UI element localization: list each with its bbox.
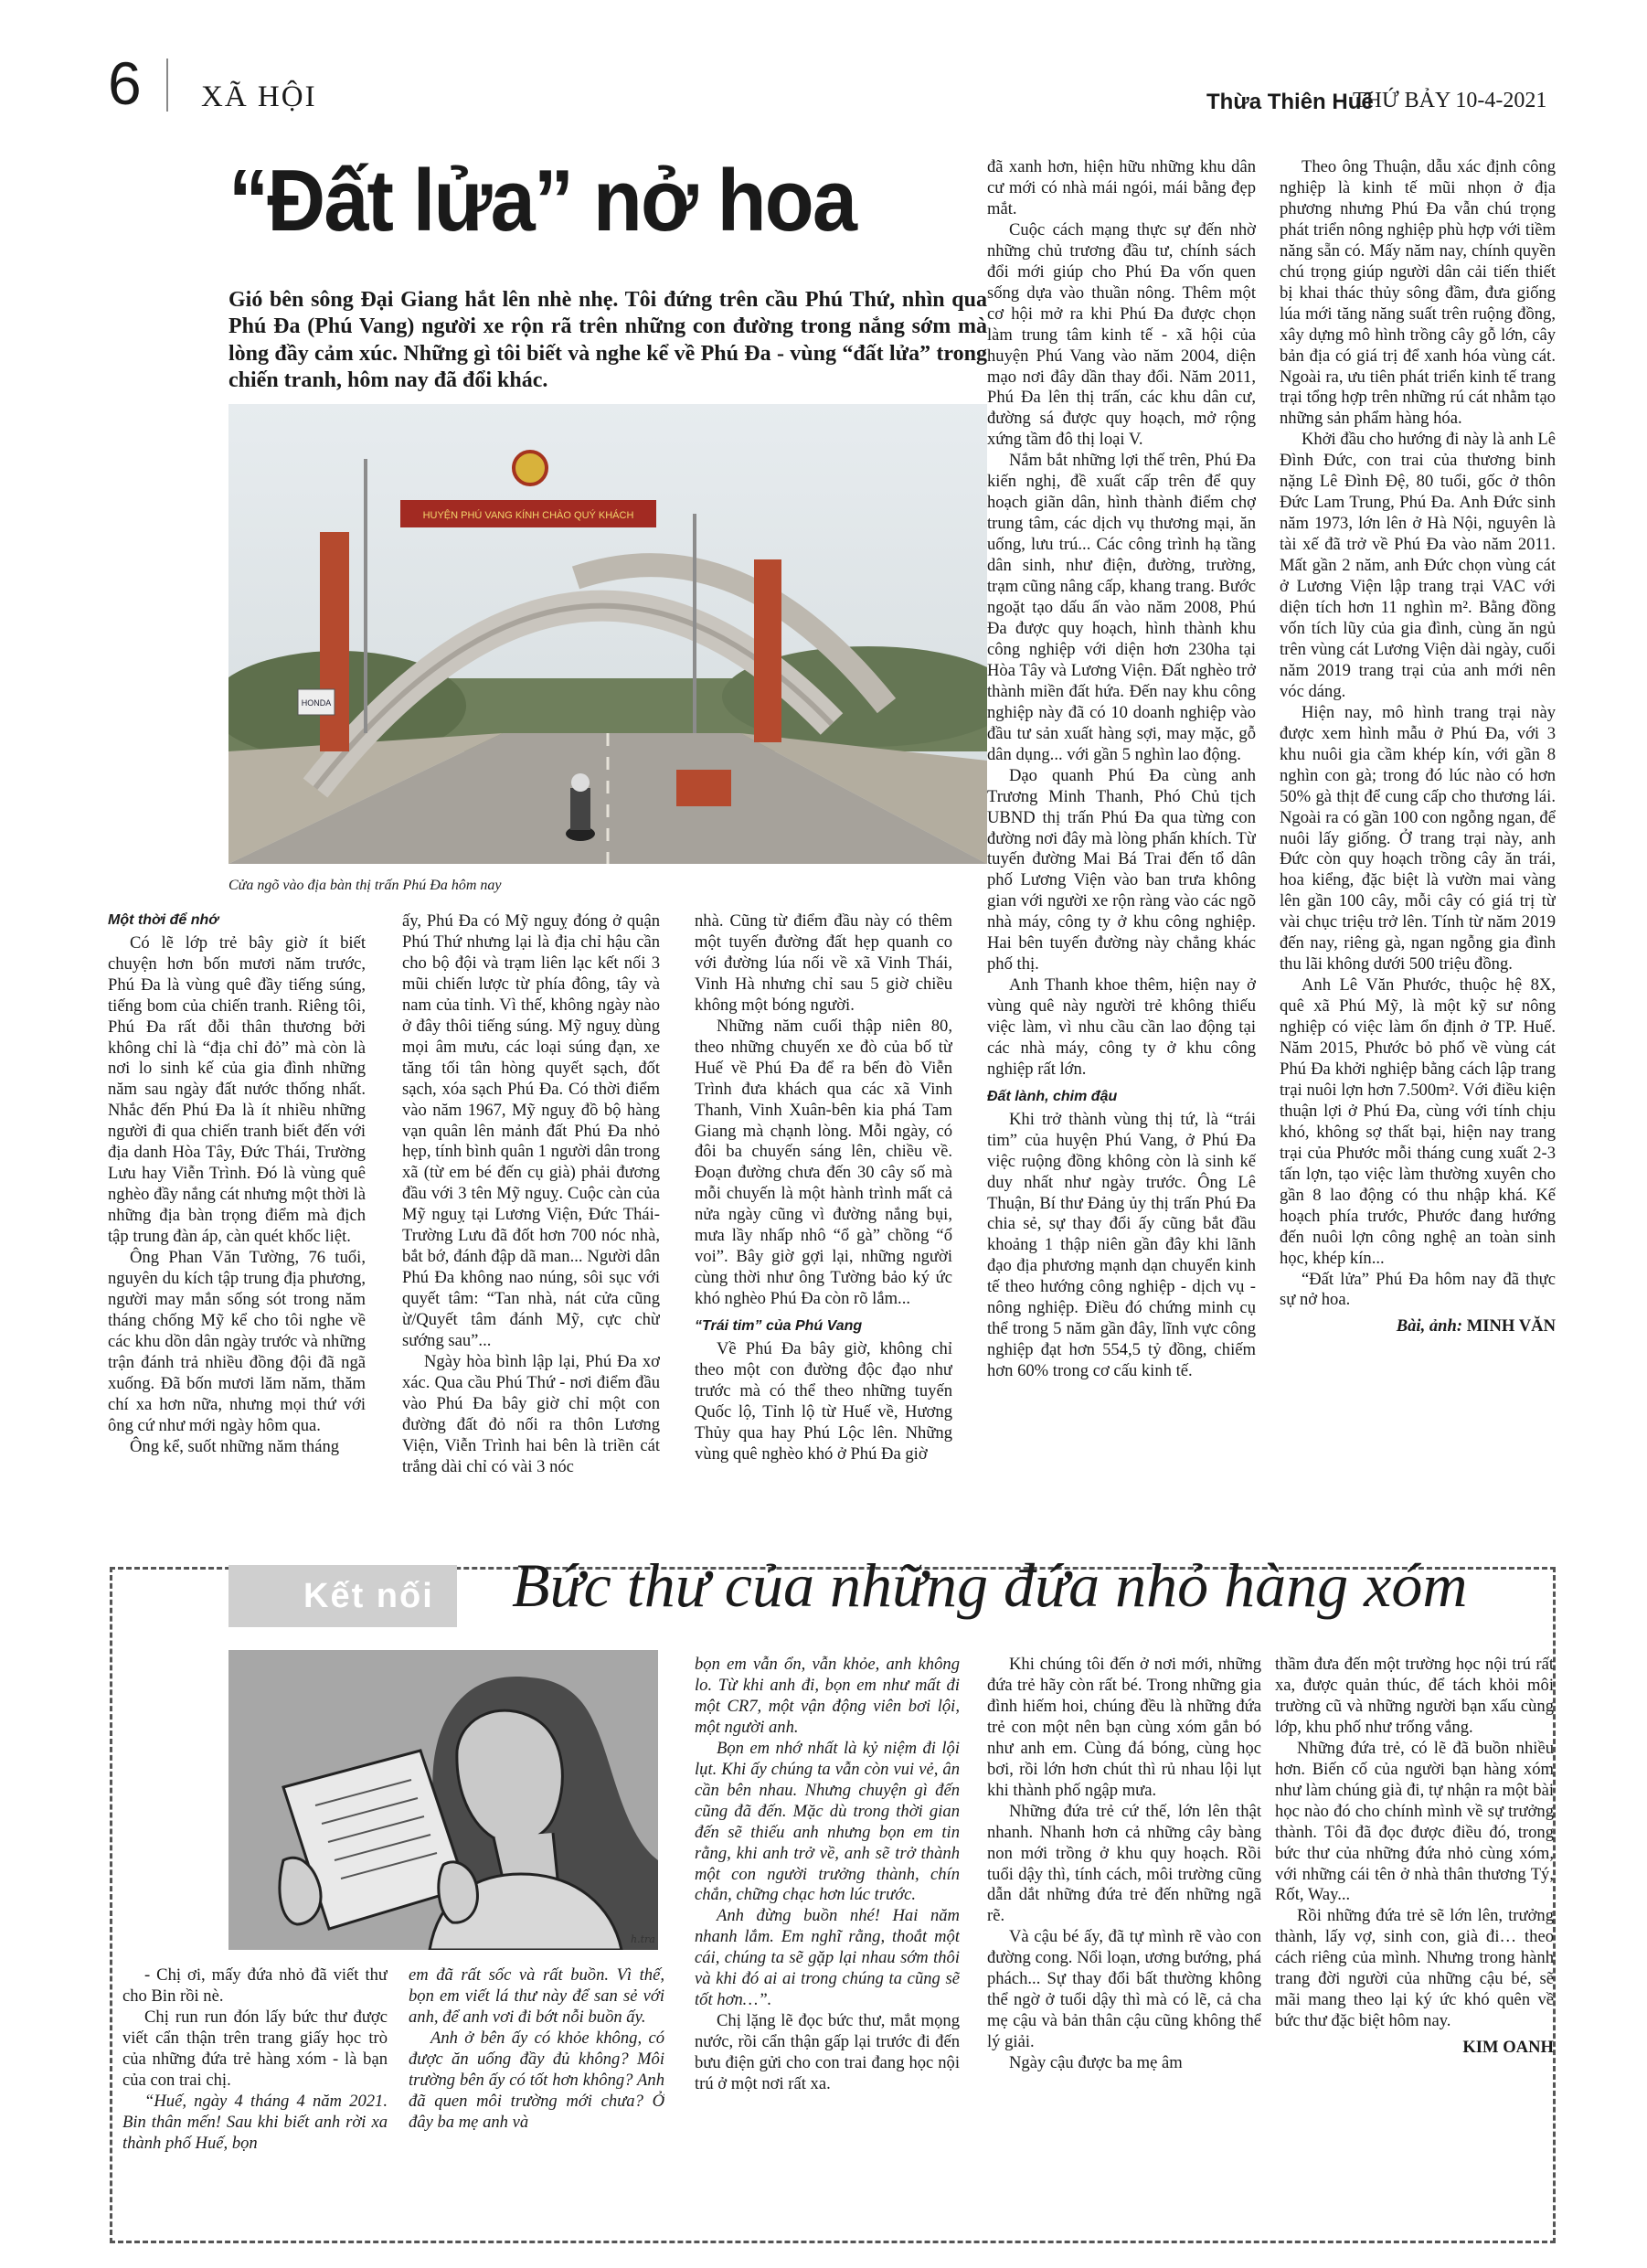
subheading: Đất lành, chim đậu bbox=[987, 1088, 1118, 1104]
paragraph: Về Phú Đa bây giờ, không chỉ theo một con đường độc đạo như trước mà có thể theo những tuyến Quốc lộ, Tỉnh lộ từ Huế về, Hương Thủy qua hay Phú Lộc lên. Những vùng quê nghèo khó ở Phú Đa giờ bbox=[695, 1338, 952, 1464]
paragraph: thầm đưa đến một trường học nội trú rất xa, được quản thúc, để tách khỏi môi trường cũ và những người bạn xấu cùng lớp, khu phố như trống vắng. bbox=[1275, 1655, 1554, 1737]
connect-column-1 bbox=[122, 1965, 388, 2231]
paragraph: Ngày hòa bình lập lại, Phú Đa xơ xác. Qua cầu Phú Thứ - nơi điểm đầu vào Phú Đa bây giờ chỉ một con đường đất đỏ nối ra thôn Lương Viện, Viễn Trình hai bên là triền cát trắng dài chỉ có vài 3 nóc bbox=[402, 1352, 660, 1476]
connect-column-2 bbox=[409, 1965, 664, 2231]
header-divider bbox=[166, 59, 168, 112]
paragraph: Khởi đầu cho hướng đi này là anh Lê Đình Đức, con trai của thương binh nặng Lê Đình Đệ, 80 tuổi, gốc ở thôn Đức Lam Trung, Phú Đa. Anh Đức sinh năm 1973, lớn lên ở Hà Nội, nguyên là tài xế đã trở về Phú Đa vào năm 2011. Mất gần 2 năm, anh Đức chọn vùng cát ở Lương Viện lập trang trại VAC với diện tích hơn 11 nghìn m². Bằng đồng vốn tích lũy của gia đình, cùng ăn ngủ trên vùng cát Lương Viện dài ngày, cuối năm 2019 trang trại của anh mới nên vóc dáng. bbox=[1280, 430, 1556, 701]
paragraph: ấy, Phú Đa có Mỹ nguỵ đóng ở quận Phú Thứ nhưng lại là địa chỉ hậu cần cho bộ đội và trạm liên lạc kết nối 3 mũi chiến lược từ phía đông, tây và nam của tỉnh. Vì thế, không ngày nào ở đây thôi tiếng súng. Mỹ nguỵ dùng mọi âm mưu, các loại súng đạn, xe tăng tối tân hòng quyết sạch, đốt sạch, xóa sạch Phú Đa. Có thời điểm vào năm 1967, Mỹ nguỵ đồ bộ hàng vạn quân lên mảnh đất Phú Đa nhỏ hẹp, tính bình quân 1 người dân trong xã (từ em bé đến cụ già) phải đương đầu với 3 tên Mỹ nguỵ. Cuộc càn của Mỹ nguỵ tại Lương Viện, Đức Thái-Trường Lưu đã đốt hơn 700 nóc nhà, bắt bớ, đánh đập dã man... Người dân Phú Đa không nao núng, sôi sục với quyết tâm: “Tan nhà, nát cửa cũng ừ/Quyết tâm đánh Mỹ, cực chừ sướng sau”... bbox=[402, 911, 660, 1351]
paragraph: nhà. Cũng từ điểm đầu này có thêm một tuyến đường đất hẹp quanh co với đường lúa nối về xã Vinh Thái, Vinh Hà nhưng chỉ sau 5 giờ chiều không một bóng người. bbox=[695, 911, 952, 1015]
connect-byline: KIM OANH bbox=[1462, 2038, 1554, 2058]
paragraph: Và cậu bé ấy, đã tự mình rẽ vào con đường cong. Nổi loạn, ương bướng, phá phách... Sự thay đổi bất thường không thể ngờ ở tuổi dậy thì mà có lẽ, cả cha mẹ cậu và bản thân cậu cũng không thể lý giải. bbox=[987, 1927, 1261, 2052]
connect-column-4 bbox=[987, 1655, 1261, 2240]
illustration-signature: h.tra bbox=[631, 1933, 655, 1945]
connect-column-3 bbox=[695, 1655, 960, 2240]
letter-paragraph: Bọn em nhớ nhất là kỷ niệm đi lội lụt. Khi ấy chúng ta vẫn còn vui vẻ, ân cần bên nhau. Nhưng chuyện gì đến cũng đã đến. Mặc dù trong thời gian đến sẽ thiếu anh nhưng bọn em tin rằng, khi anh trở về, anh sẽ trở thành một con người trưởng thành, chín chắn, chững chạc hơn lúc trước. bbox=[695, 1738, 960, 1905]
paragraph: Ngày cậu được ba mẹ âm bbox=[1009, 2053, 1183, 2073]
paragraph: Những đứa trẻ, có lẽ đã buồn nhiều hơn. Biến cố của người bạn hàng xóm như làm chúng già đi, tự nhận ra một bài học nào đó cho chính mình về sự trưởng thành. Tôi đã đọc được điều đó, trong bức thư của những đứa nhỏ cùng xóm, với những cái tên ở nhà thân thương Tý, Rốt, Way... bbox=[1275, 1738, 1554, 1905]
byline bbox=[1280, 1316, 1556, 1337]
paragraph: Nắm bắt những lợi thế trên, Phú Đa kiến nghị, đề xuất cấp trên để quy hoạch giãn dân, hình thành điểm chợ trung tâm, các dịch vụ thương mại, ăn uống, lưu trú... Các công trình hạ tầng dân sinh, như điện, đường, trường, trạm cũng nâng cấp, khang trang. Bước ngoặt tạo dấu ấn vào năm 2008, Phú Đa được quy hoạch, hình thành khu công nghiệp với diện hơn 230ha tại Hòa Tây và Lương Viện. Đất nghèo trở thành miền đất hứa. Đến nay khu công nghiệp này đã có 10 doanh nghiệp vào đầu tư sản xuất hàng sợi, may mặc, gỗ dân dụng... với gần 5 nghìn lao động. bbox=[987, 451, 1256, 764]
article-column-2 bbox=[402, 911, 660, 1542]
girl-reading-letter-drawing bbox=[228, 1650, 658, 1950]
lead-paragraph: Gió bên sông Đại Giang hắt lên nhè nhẹ. Tôi đứng trên cầu Phú Thứ, nhìn qua Phú Đa (Phú Vang) người xe rộn rã trên những con đường trong nắng sớm mà lòng đầy cảm xúc. Những gì tôi biết và nghe kể về Phú Đa - vùng “đất lửa” trong chiến tranh, hôm nay đã đổi khác. bbox=[228, 288, 987, 392]
paragraph: Khi trở thành vùng thị tứ, là “trái tim” của huyện Phú Vang, ở Phú Đa việc ruộng đồng không còn là sinh kế duy nhất như ngày trước. Ông Lê Thuận, Bí thư Đảng ủy thị trấn Phú Đa chia sẻ, sự thay đổi ấy cũng bắt đầu khoảng 1 thập niên gần đây khi lãnh đạo địa phương mạnh dạn chuyển kinh tế theo hướng công nghiệp - dịch vụ - nông nghiệp. Điều đó chứng minh cụ thể trong 5 năm gần đây, lĩnh vực công nghiệp đạt hơn 554,5 tỷ đồng, chiếm hơn 60% trong cơ cấu kinh tế. bbox=[987, 1109, 1256, 1381]
photo-caption: Cửa ngõ vào địa bàn thị trấn Phú Đa hôm nay bbox=[228, 878, 502, 893]
paragraph: Ông Phan Văn Tường, 76 tuổi, nguyên du kích tập trung địa phương, người may mắn sống sót trong năm tháng chống Mỹ kể cho tôi nghe về các khu dồn dân ngày trước và những trận đánh trả nhiều đồng đội đã ngã xuống. Đã bốn mươi lăm năm, thăm chí xa hơn nữa, nhưng mọi thứ với ông cứ như mới ngày hôm qua. bbox=[108, 1248, 366, 1435]
paragraph: Có lẽ lớp trẻ bây giờ ít biết chuyện hơn bốn mươi năm trước, Phú Đa là vùng quê đầy tiếng súng, tiếng bom của chiến tranh. Riêng tôi, Phú Đa rất đỗi thân thương bởi không chỉ là “địa chỉ đỏ” mà còn là nơi lo sinh kế của gia đình những năm sau ngày đất nước thống nhất. Nhắc đến Phú Đa là ít nhiều những người đi qua chiến tranh biết đến với địa danh Hòa Tây, Đức Thái, Trường Lưu hay Viễn Trình. Đó là vùng quê nghèo đầy nắng cát nhưng một thời là những địa bàn trọng điểm mà địch tập trung đàn áp, càn quét khốc liệt. bbox=[108, 932, 366, 1247]
paragraph: Chị lặng lẽ đọc bức thư, mắt mọng nước, rồi cẩn thận gấp lại trước đi đến bưu điện gửi cho con trai đang học nội trú ở một nơi rất xa. bbox=[695, 2011, 960, 2094]
page-number: 6 bbox=[108, 49, 142, 117]
paragraph: Khi chúng tôi đến ở nơi mới, những đứa trẻ hãy còn rất bé. Trong những gia đình hiếm hoi, chúng đều là những đứa trẻ con một nên bạn cùng xóm gắn bó như anh em. Cùng đá bóng, cùng học bơi, rồi lớn hơn chút thì rủ nhau lội lụt khi thành phố ngập mưa. bbox=[987, 1655, 1261, 1800]
paragraph: Những đứa trẻ cứ thế, lớn lên thật nhanh. Nhanh hơn cả những cây bàng non mới trồng ở khu quy hoạch. Rồi tuổi dậy thì, tính cách, môi trường cũng dẫn dắt những đứa trẻ đến những ngã rẽ. bbox=[987, 1801, 1261, 1926]
issue-date: THỨ BẢY 10-4-2021 bbox=[1353, 89, 1547, 112]
paragraph: đã xanh hơn, hiện hữu những khu dân cư mới có nhà mái ngói, mái bằng đẹp mắt. bbox=[987, 157, 1256, 218]
subheading: “Trái tim” của Phú Vang bbox=[695, 1318, 863, 1335]
gate-sign-text: HUYỆN PHÚ VANG KÍNH CHÀO QUÝ KHÁCH bbox=[422, 510, 634, 521]
byline-name: MINH VĂN bbox=[1466, 1316, 1556, 1336]
paragraph: Anh Thanh khoe thêm, hiện nay ở vùng quê này người trẻ không thiếu việc làm, vì nhu cầu cần lao động tại các nhà máy, công ty ở khu công nghiệp rất lớn. bbox=[987, 975, 1256, 1079]
paragraph: Dạo quanh Phú Đa cùng anh Trương Minh Thanh, Phó Chủ tịch UBND thị trấn Phú Đa qua từng con đường nơi đây mà lòng phấn khích. Từ tuyến đường Mai Bá Trai đến tổ dân phố Lương Viện vào ban trưa không gian với người xe rộn ràng vào các ngõ nhà máy, công ty ở khu công nghiệp. Hai bên tuyến đường này chẳng khác phố thị. bbox=[987, 765, 1256, 974]
paragraph: Hiện nay, mô hình trang trại này được xem hình mẫu ở Phú Đa, với 3 khu nuôi gia cầm khép kín, với gần 8 nghìn con gà; trong đó lúc nào có hơn 50% gà thịt để cung cấp cho thương lái. Ngoài ra có gần 100 con ngỗng ngan, để nuôi lấy giống. Ở trang trại này, anh Đức còn quy hoạch trồng cây ăn trái, hoa kiểng, đặc biệt là vườn mai vàng lên gần 100 cây, mỗi cây có giá trị từ vài chục triệu trở lên. Tính từ năm 2019 đến nay, riêng gà, ngan ngỗng gia đình thu lãi không dưới 500 triệu đồng. bbox=[1280, 702, 1556, 974]
article-column-4 bbox=[987, 157, 1256, 1542]
paragraph: Ông kể, suốt những năm tháng bbox=[130, 1436, 340, 1456]
paragraph: “Đất lửa” Phú Đa hôm nay đã thực sự nở hoa. bbox=[1280, 1269, 1556, 1310]
connect-tag: Kết nối bbox=[303, 1577, 434, 1615]
paper-name: Thừa Thiên Huế bbox=[1206, 90, 1374, 114]
paragraph: Rồi những đứa trẻ sẽ lớn lên, trưởng thành, lấy vợ, sinh con, già đi… theo cách riêng của mình. Nhưng trong hành trang đời người của những cậu bé, sẽ mãi mang theo lại ký ức khó quên về bức thư đặc biệt hôm nay. bbox=[1275, 1906, 1554, 2031]
section-name: XÃ HỘI bbox=[201, 80, 317, 113]
subheading: Một thời để nhớ bbox=[108, 912, 219, 928]
paragraph: Anh Lê Văn Phước, thuộc hệ 8X, quê xã Phú Mỹ, là một kỹ sư nông nghiệp có việc làm ổn định ở TP. Huế. Năm 2015, Phước bỏ phố về vùng cát Phú Đa khởi nghiệp bằng cách lập trang trại nuôi lợn hơn 7.500m². Với điều kiện thuận lợi ở Phú Đa, cùng với tính chịu khó, không sợ thất bại, hiện nay trang trại của Phước mỗi tháng cung xuất 2-3 tấn lợn, tạo việc làm thường xuyên cho gần 8 lao động có thu nhập khá. Kế hoạch phía trước, Phước đang hướng đến nuôi lợn công nghệ an toàn sinh học, khép kín... bbox=[1280, 975, 1556, 1268]
paragraph: Chị run run đón lấy bức thư được viết cẩn thận trên trang giấy học trò của những đứa trẻ hàng xóm - là bạn của con trai chị. bbox=[122, 2007, 388, 2090]
letter-paragraph: Anh đừng buồn nhé! Hai năm nhanh lắm. Em nghĩ rằng, thoắt một cái, chúng ta sẽ gặp lại nhau sớm thôi và khi đó ai ai trong chúng ta cũng sẽ tốt hơn…”. bbox=[695, 1906, 960, 2010]
article-column-1 bbox=[108, 911, 366, 1542]
paragraph: Theo ông Thuận, dẫu xác định công nghiệp là kinh tế mũi nhọn ở địa phương nhưng Phú Đa vẫn chú trọng phát triển nông nghiệp phù hợp với tiềm năng sẵn có. Mấy năm nay, chính quyền chú trọng giúp người dân cải tiến thiết bị khai thác thủy sông đầm, đưa giống lúa mới tăng năng suất trên ruộng đồng, xây dựng mô hình trồng cây gỗ lớn, cây bản địa có giá trị để xanh hóa vùng cát. Ngoài ra, ưu tiên phát triển kinh tế trang trại tổng hợp trên những rú cát nhằm tạo những sản phẩm hàng hóa. bbox=[1280, 157, 1556, 429]
gate-photo-illustration bbox=[228, 404, 987, 864]
connect-title: Bức thư của những đứa nhỏ hàng xóm bbox=[512, 1550, 1468, 1620]
headline: “Đất lửa” nở hoa bbox=[228, 152, 856, 250]
paragraph: Những năm cuối thập niên 80, theo những chuyến xe đò của bố từ Huế về Phú Đa để ra bến đò Viễn Trình đưa khách qua các xã Vinh Thanh, Vinh Xuân-bên kia phá Tam Giang mà chạnh lòng. Mỗi ngày, có đôi ba chuyến sáng lên, chiều về. Đoạn đường chưa đến 30 cây số mà mỗi chuyến là một hành trình mất cả nửa ngày cũng vì đường nắng bụi, mưa lầy nhấp nhô “ổ gà” chồng “ổ voi”. Bây giờ gợi lại, những người cùng thời như ông Tường bảo ký ức khó nghèo Phú Đa còn rõ lắm... bbox=[695, 1016, 952, 1309]
article-photo bbox=[228, 404, 987, 864]
letter-paragraph: “Huế, ngày 4 tháng 4 năm 2021. Bin thân mến! Sau khi biết anh rời xa thành phố Huế, bọn bbox=[122, 2091, 388, 2153]
shop-sign-text: HONDA bbox=[301, 698, 332, 708]
article-column-3 bbox=[695, 911, 952, 1542]
byline-label: Bài, ảnh: bbox=[1396, 1316, 1463, 1336]
letter-paragraph: Anh ở bên ấy có khỏe không, có được ăn uống đầy đủ không? Môi trường bên ấy có tốt hơn không? Anh đã quen môi trường mới chưa? Ở đây ba mẹ anh và bbox=[409, 2028, 664, 2132]
article-column-5 bbox=[1280, 157, 1556, 1542]
paragraph: - Chị ơi, mấy đứa nhỏ đã viết thư cho Bin rồi nè. bbox=[122, 1965, 388, 2006]
letter-paragraph: em đã rất sốc và rất buồn. Vì thế, bọn em viết lá thư này để san sẻ với anh, để anh vơi đi bớt nỗi buồn ấy. bbox=[409, 1965, 664, 2027]
letter-paragraph: bọn em vẫn ổn, vẫn khỏe, anh không lo. Từ khi anh đi, bọn em như mất đi một CR7, một vận động viên bơi lội, một người anh. bbox=[695, 1655, 960, 1737]
letter-illustration bbox=[228, 1650, 658, 1950]
paragraph: Cuộc cách mạng thực sự đến nhờ những chủ trương đầu tư, chính sách đổi mới giúp cho Phú Đa vốn quen sống dựa vào thuần nông. Thêm một cơ hội mở ra khi Phú Đa được chọn làm trung tâm kinh tế - xã hội của huyện Phú Vang vào năm 2004, diện mạo nơi đây dần thay đổi. Năm 2011, Phú Đa lên thị trấn, các khu dân cư, đường sá được quy hoạch, mở rộng xứng tầm đô thị loại V. bbox=[987, 219, 1256, 450]
connect-column-5 bbox=[1275, 1655, 1554, 2240]
